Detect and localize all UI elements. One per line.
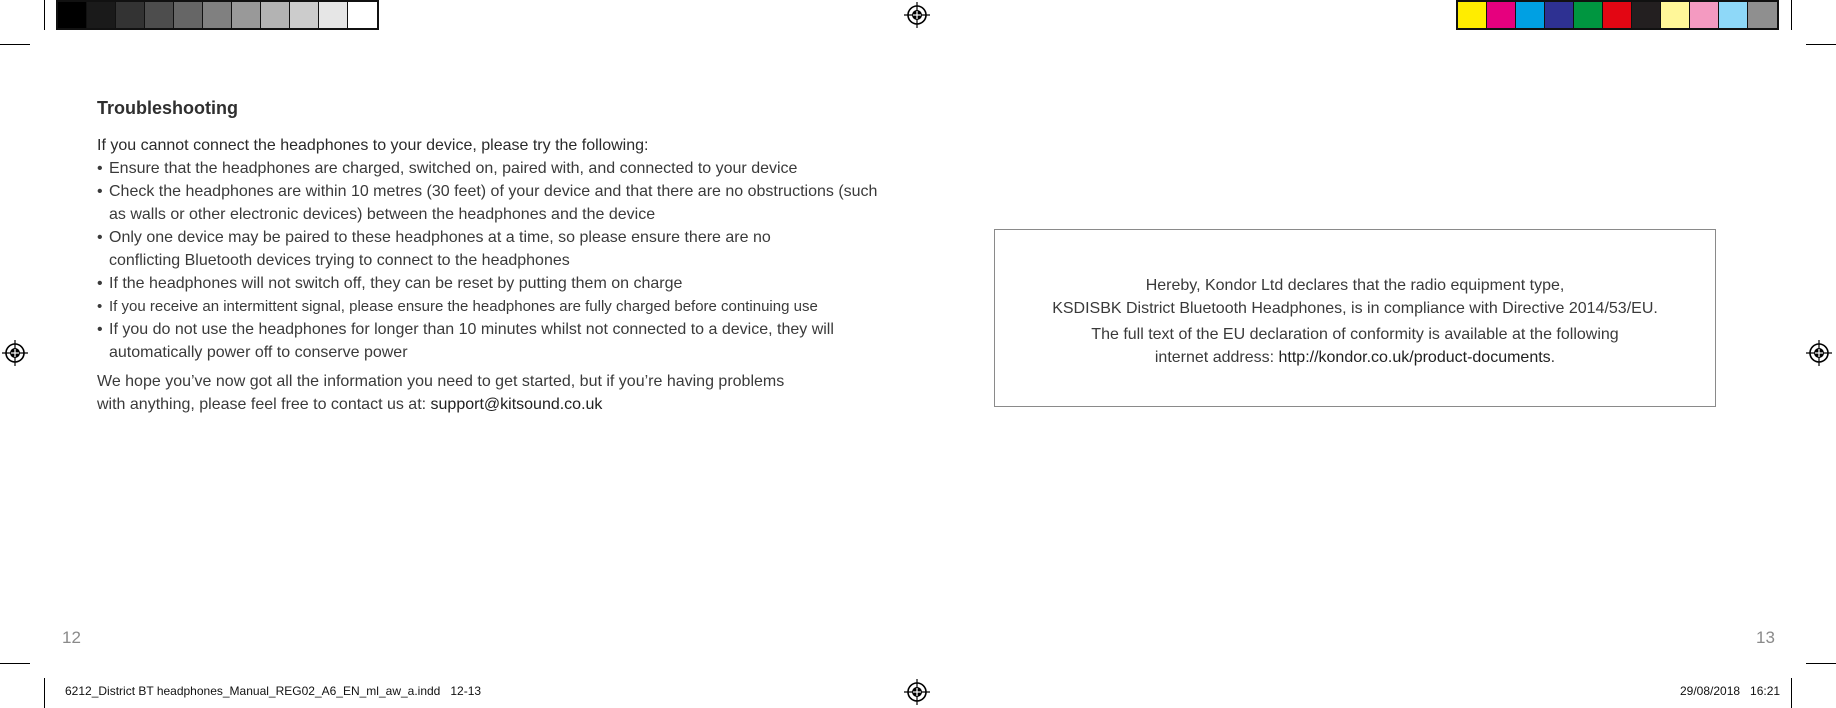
slug-filename: 6212_District BT headphones_Manual_REG02_A6_EN_ml_aw_a.indd 12-13 <box>65 684 482 698</box>
crop-mark <box>44 678 45 708</box>
troubleshooting-list <box>97 157 877 364</box>
closing-text <box>97 370 877 416</box>
color-swatch <box>261 2 290 28</box>
declaration-address-prefix: internet address: <box>1154 349 1279 366</box>
declaration-box <box>994 229 1716 407</box>
page-number-right: 13 <box>1756 628 1775 647</box>
registration-mark-icon <box>1806 340 1832 366</box>
crop-mark <box>1791 678 1792 708</box>
color-swatch <box>1603 2 1632 28</box>
list-item: • If you do not use the headphones for longer than 10 minutes whilst not connected to a device, they will automatically power off to conserve power <box>97 318 884 364</box>
color-swatch <box>1690 2 1719 28</box>
process-color-bar <box>1456 0 1779 30</box>
color-swatch <box>1545 2 1574 28</box>
color-swatch <box>1632 2 1661 28</box>
support-email-link[interactable]: support@kitsound.co.uk <box>430 396 603 413</box>
declaration-line: The full text of the EU declaration of conformity is available at the following <box>1091 326 1619 343</box>
color-swatch <box>58 2 87 28</box>
registration-mark-icon <box>2 340 28 366</box>
declaration-line <box>995 346 1715 369</box>
color-swatch <box>319 2 348 28</box>
color-swatch <box>174 2 203 28</box>
registration-mark-icon <box>904 2 930 28</box>
color-swatch <box>116 2 145 28</box>
color-swatch <box>203 2 232 28</box>
crop-mark <box>0 44 30 45</box>
color-swatch <box>1574 2 1603 28</box>
color-swatch <box>290 2 319 28</box>
list-item: • Check the headphones are within 10 metres (30 feet) of your device and that there are no obstructions (such as walls or other electronic devices) between the headphones and the device <box>97 180 879 226</box>
color-swatch <box>1719 2 1748 28</box>
page-number-left: 12 <box>62 628 81 647</box>
crop-mark <box>1806 44 1836 45</box>
product-documents-link[interactable]: http://kondor.co.uk/product-documents <box>1278 349 1551 366</box>
declaration-address-suffix: . <box>1550 349 1556 366</box>
color-swatch <box>1748 2 1777 28</box>
slug-timestamp: 29/08/2018 16:21 <box>1680 684 1781 698</box>
registration-mark-icon <box>904 679 930 705</box>
color-swatch <box>145 2 174 28</box>
declaration-line: Hereby, Kondor Ltd declares that the radio equipment type, <box>1145 277 1565 294</box>
color-swatch <box>1661 2 1690 28</box>
list-item: • Only one device may be paired to these headphones at a time, so please ensure there are no conflicting Bluetooth devices trying to connect to the headphones <box>97 226 809 272</box>
declaration-line: KSDISBK District Bluetooth Headphones, is in compliance with Directive 2014/53/EU. <box>1052 300 1658 317</box>
color-swatch <box>1458 2 1487 28</box>
troubleshooting-section <box>97 96 877 416</box>
list-item: • Ensure that the headphones are charged, switched on, paired with, and connected to your device <box>97 157 877 180</box>
color-swatch <box>232 2 261 28</box>
color-swatch <box>1516 2 1545 28</box>
crop-mark <box>1791 0 1792 30</box>
closing-line-1: We hope you’ve now got all the information you need to get started, but if you’re having problems <box>97 373 785 390</box>
list-item: • If you receive an intermittent signal, please ensure the headphones are fully charged before continuing use <box>97 295 877 318</box>
intro-text: If you cannot connect the headphones to your device, please try the following: <box>97 137 649 154</box>
crop-mark <box>0 663 30 664</box>
color-swatch <box>87 2 116 28</box>
crop-mark <box>44 0 45 30</box>
grayscale-color-bar <box>56 0 379 30</box>
color-swatch <box>348 2 377 28</box>
color-swatch <box>1487 2 1516 28</box>
list-item: • If the headphones will not switch off, they can be reset by putting them on charge <box>97 272 877 295</box>
section-heading: Troubleshooting <box>97 98 238 118</box>
closing-line-2: with anything, please feel free to contact us at: <box>97 396 431 413</box>
crop-mark <box>1806 663 1836 664</box>
